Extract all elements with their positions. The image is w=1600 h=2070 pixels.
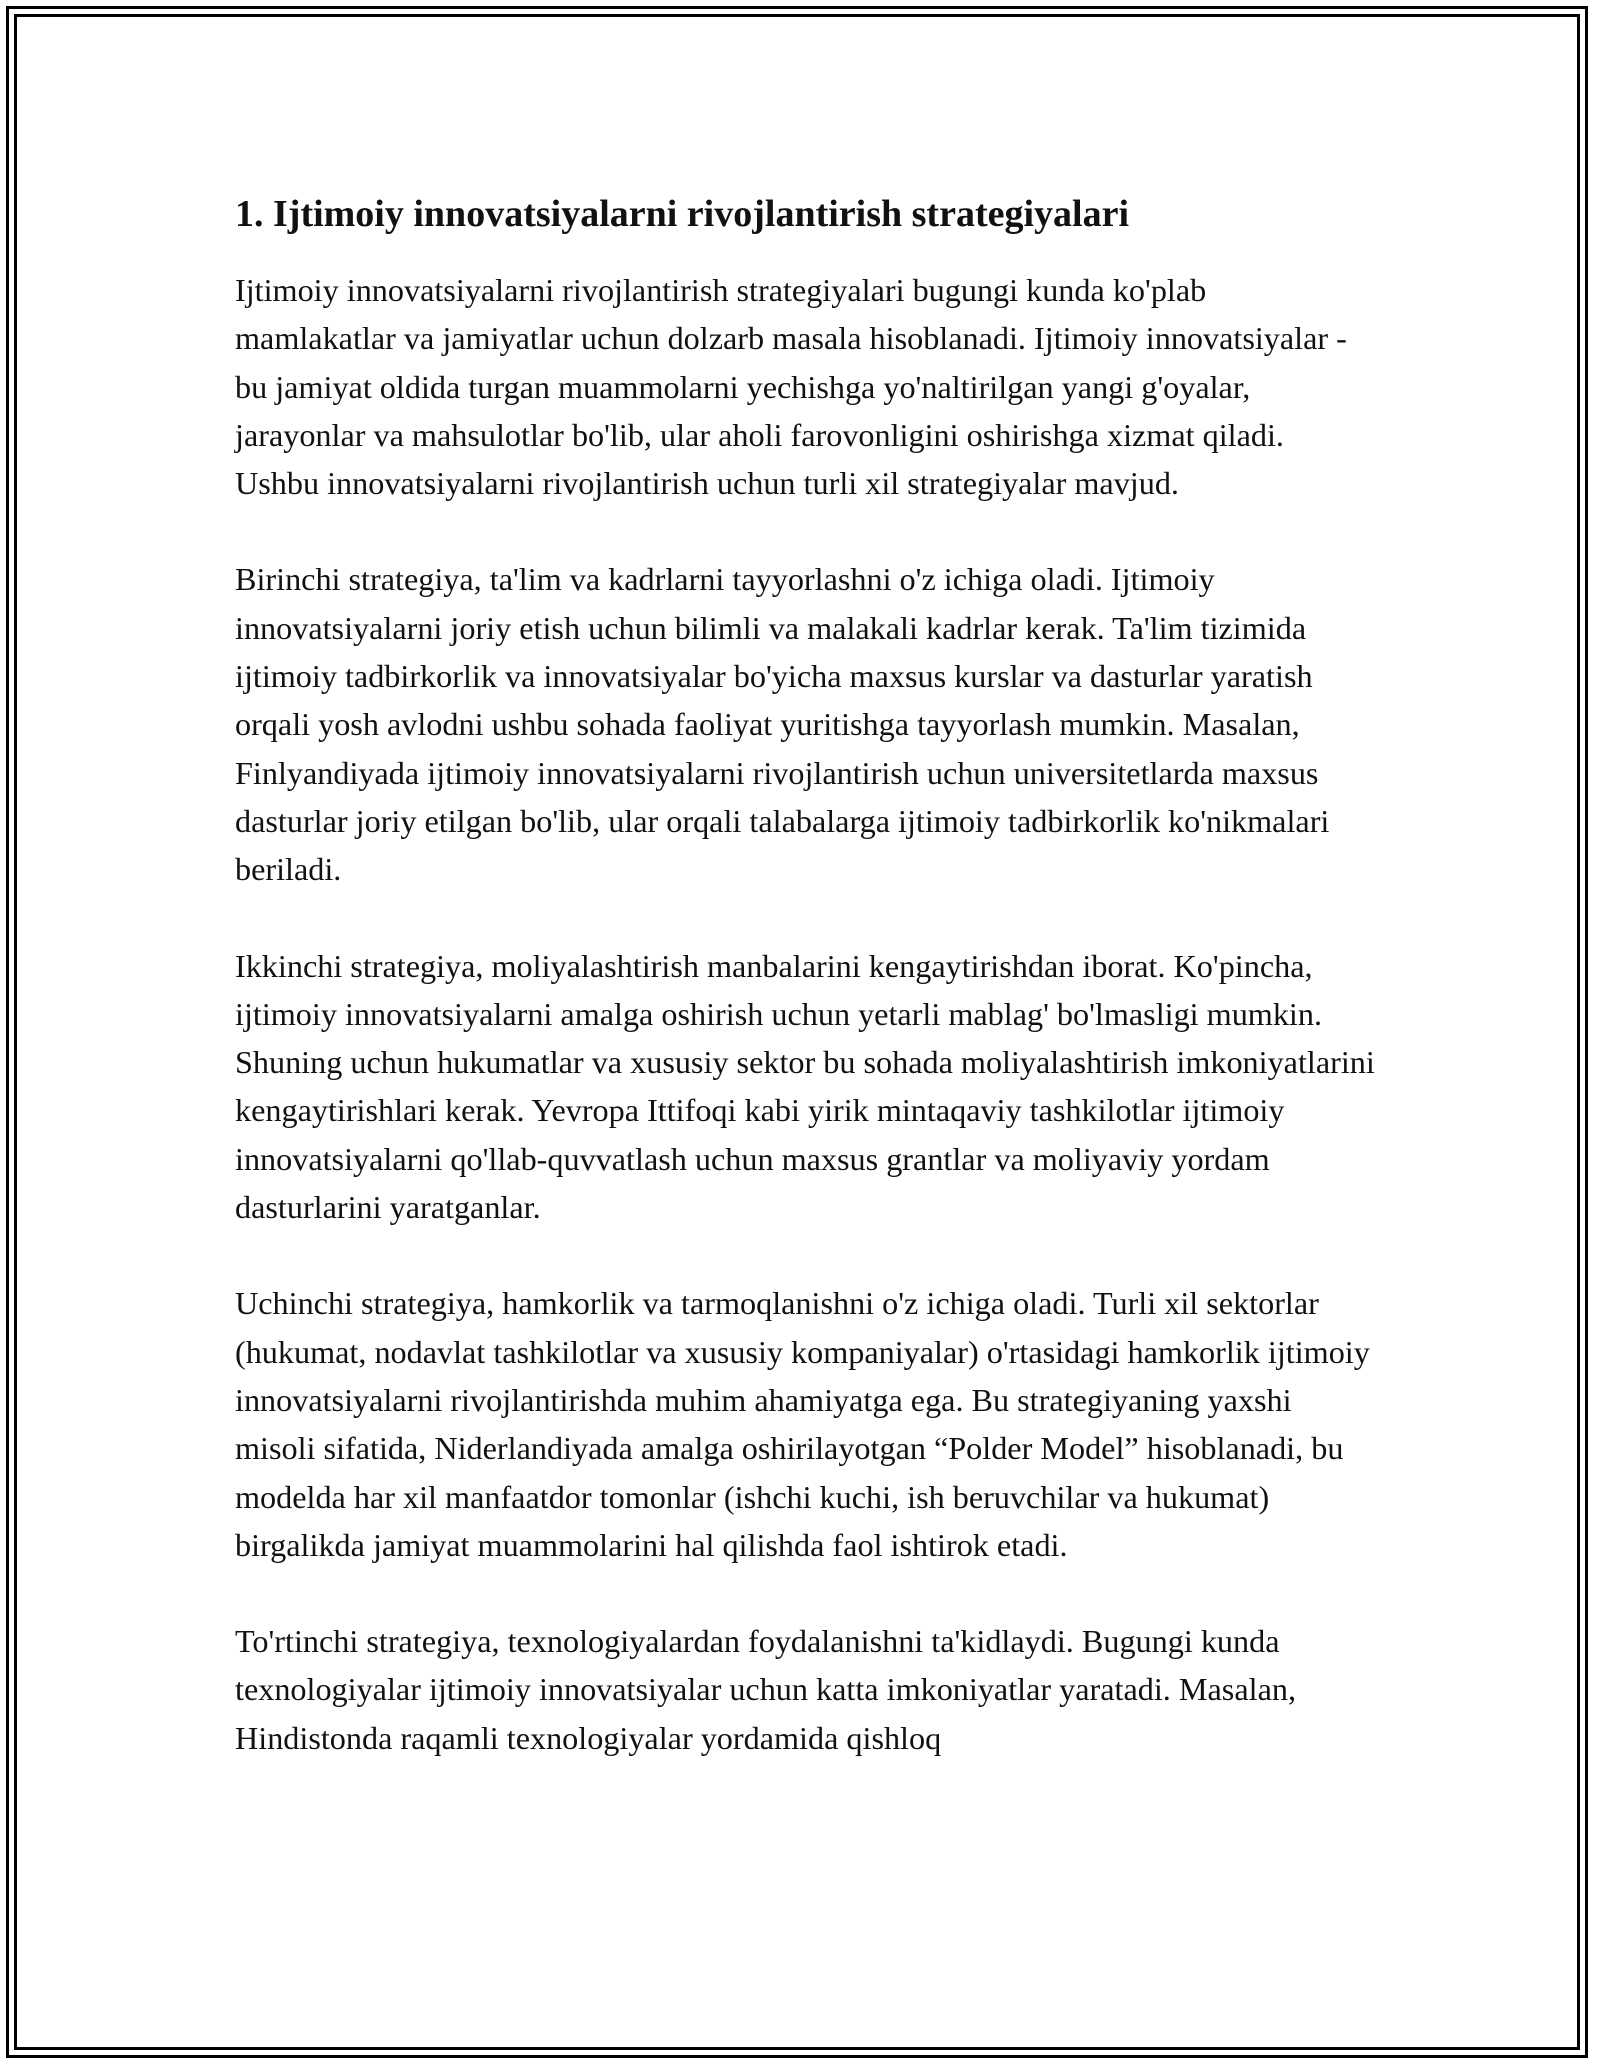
document-body: [235, 188, 1375, 1810]
paragraph-strategy-3: Uchinchi strategiya, hamkorlik va tarmoqlanishni o'z ichiga oladi. Turli xil sektorlar (hukumat, nodavlat tashkilotlar va xususiy kompaniyalar) o'rtasidagi hamkorlik ijtimoiy innovatsiyalarni rivojlantirishda muhim ahamiyatga ega. Bu strategiyaning yaxshi misoli sifatida, Niderlandiyada amalga oshirilayotgan “Polder Model” hisoblanadi, bu modelda har xil manfaatdor tomonlar (ishchi kuchi, ish beruvchilar va hukumat) birgalikda jamiyat muammolarini hal qilishda faol ishtirok etadi.: [235, 1285, 1370, 1563]
paragraph-strategy-1: Birinchi strategiya, ta'lim va kadrlarni tayyorlashni o'z ichiga oladi. Ijtimoiy innovatsiyalarni joriy etish uchun bilimli va malakali kadrlar kerak. Ta'lim tizimida ijtimoiy tadbirkorlik va innovatsiyalar bo'yicha maxsus kurslar va dasturlar yaratish orqali yosh avlodni ushbu sohada faoliyat yuritishga tayyorlash mumkin. Masalan, Finlyandiyada ijtimoiy innovatsiyalarni rivojlantirish uchun universitetlarda maxsus dasturlar joriy etilgan bo'lib, ular orqali talabalarga ijtimoiy tadbirkorlik ko'nikmalari beriladi.: [235, 561, 1330, 888]
section-heading: 1. Ijtimoiy innovatsiyalarni rivojlantirish strategiyalari: [235, 193, 1130, 235]
paragraph-strategy-2: Ikkinchi strategiya, moliyalashtirish manbalarini kengaytirishdan iborat. Ko'pincha, ijtimoiy innovatsiyalarni amalga oshirish uchun yetarli mablag' bo'lmasligi mumkin. Shuning uchun hukumatlar va xususiy sektor bu sohada moliyalashtirish imkoniyatlarini kengaytirishlari kerak. Yevropa Ittifoqi kabi yirik mintaqaviy tashkilotlar ijtimoiy innovatsiyalarni qo'llab-quvvatlash uchun maxsus grantlar va moliyaviy yordam dasturlarini yaratganlar.: [235, 947, 1375, 1226]
paragraph-strategy-4: To'rtinchi strategiya, texnologiyalardan foydalanishni ta'kidlaydi. Bugungi kunda texnologiyalar ijtimoiy innovatsiyalar uchun katta imkoniyatlar yaratadi. Masalan, Hindistonda raqamli texnologiyalar yordamida qishloq: [235, 1623, 1296, 1756]
paragraph-intro: Ijtimoiy innovatsiyalarni rivojlantirish strategiyalari bugungi kunda ko'plab mamlakatlar va jamiyatlar uchun dolzarb masala hisoblanadi. Ijtimoiy innovatsiyalar - bu jamiyat oldida turgan muammolarni yechishga yo'naltirilgan yangi g'oyalar, jarayonlar va mahsulotlar bo'lib, ular aholi farovonligini oshirishga xizmat qiladi. Ushbu innovatsiyalarni rivojlantirish uchun turli xil strategiyalar mavjud.: [235, 272, 1347, 502]
